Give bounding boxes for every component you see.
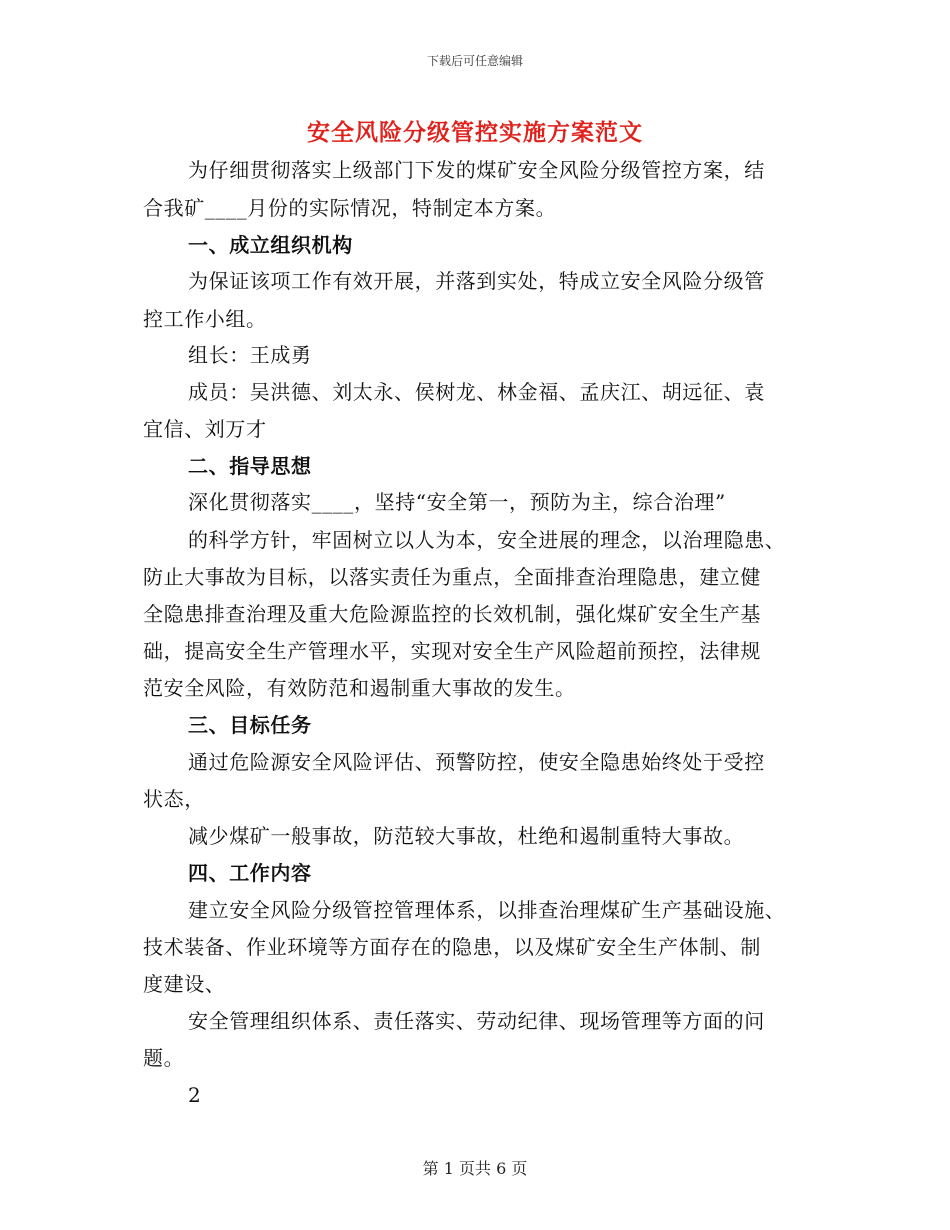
page-header-note: 下载后可任意编辑 (426, 54, 523, 68)
paragraph-line: 通过危险源安全风险评估、预警防控，使安全隐患始终处于受控 (188, 750, 765, 774)
paragraph-line: 宜信、刘万才 (143, 417, 267, 441)
paragraph-line: 范安全风险，有效防范和遏制重大事故的发生。 (143, 676, 576, 700)
section-heading: 三、目标任务 (188, 713, 312, 737)
paragraph-line: 减少煤矿一般事故，防范较大事故，杜绝和遏制重特大事故。 (188, 824, 745, 848)
paragraph-line: 度建设、 (143, 972, 226, 996)
section-heading: 四、工作内容 (188, 861, 312, 885)
paragraph-line: 控工作小组。 (143, 307, 267, 331)
paragraph-line: 安全管理组织体系、责任落实、劳动纪律、现场管理等方面的问 (188, 1009, 765, 1033)
section-heading: 一、成立组织机构 (188, 233, 353, 257)
page-footer: 第 1 页共 6 页 (422, 1159, 528, 1178)
paragraph-line: 为保证该项工作有效开展，并落到实处，特成立安全风险分级管 (188, 269, 765, 293)
paragraph-line: 为仔细贯彻落实上级部门下发的煤矿安全风险分级管控方案，结 (188, 158, 765, 182)
paragraph-line: 状态， (143, 787, 205, 811)
paragraph-line: 建立安全风险分级管控管理体系，以排查治理煤矿生产基础设施、 (188, 898, 786, 922)
page-number-inline: 2 (188, 1083, 202, 1107)
paragraph-line: 合我矿____月份的实际情况，特制定本方案。 (143, 196, 557, 220)
paragraph-line: 成员：吴洪德、刘太永、侯树龙、林金福、孟庆江、胡远征、袁 (188, 380, 765, 404)
paragraph-line: 的科学方针，牢固树立以人为本，安全进展的理念，以治理隐患、 (188, 528, 786, 552)
paragraph-line: 础，提高安全生产管理水平，实现对安全生产风险超前预控，法律规 (143, 639, 761, 663)
paragraph-line: 技术装备、作业环境等方面存在的隐患，以及煤矿安全生产体制、制 (143, 935, 761, 959)
section-heading: 二、指导思想 (188, 454, 312, 478)
paragraph-line: 深化贯彻落实____，坚持“安全第一，预防为主，综合治理” (188, 490, 726, 514)
paragraph-line: 组长：王成勇 (188, 343, 312, 367)
paragraph-line: 全隐患排查治理及重大危险源监控的长效机制，强化煤矿安全生产基 (143, 602, 761, 626)
paragraph-line: 防止大事故为目标，以落实责任为重点，全面排查治理隐患，建立健 (143, 565, 761, 589)
document-title: 安全风险分级管控实施方案范文 (307, 119, 643, 146)
paragraph-line: 题。 (143, 1046, 185, 1070)
